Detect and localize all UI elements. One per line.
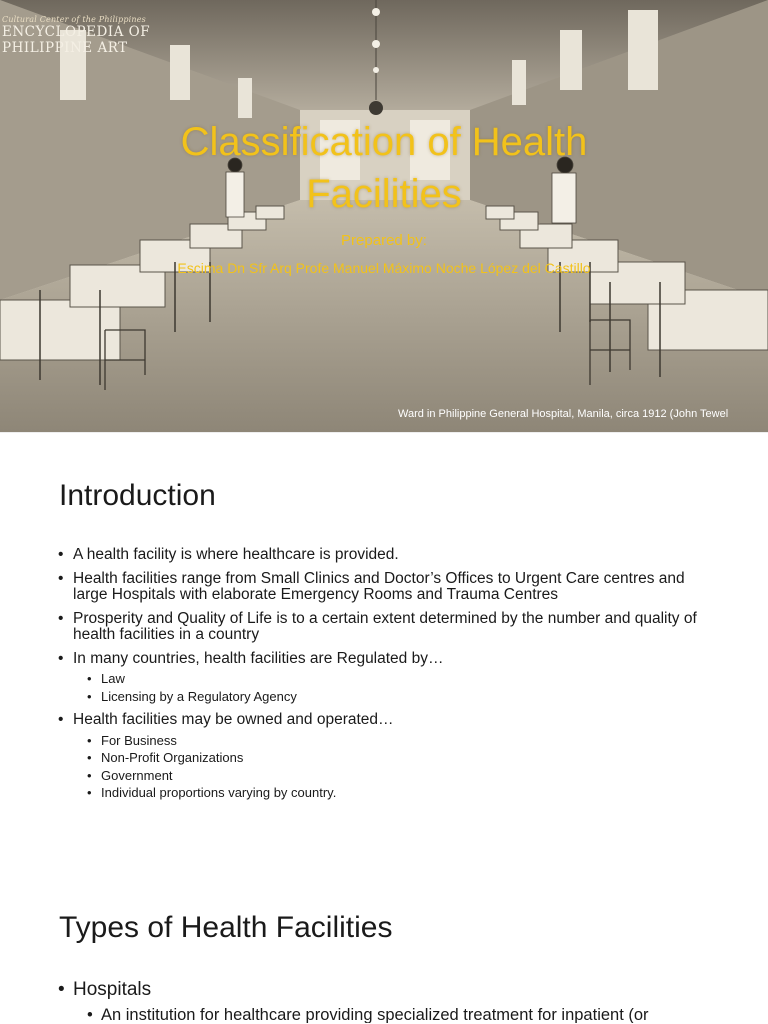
- bullet-text: In many countries, health facilities are Regulated by…: [73, 649, 444, 667]
- sub-list-item: • Non-Profit Organizations: [87, 749, 708, 767]
- bullet-text: A health facility is where healthcare is provided.: [73, 546, 399, 563]
- list-item: [58, 651, 708, 706]
- sub-list-item: • Licensing by a Regulatory Agency: [87, 688, 708, 706]
- encyclopedia-logo: [2, 16, 150, 55]
- bullet-text: Health facilities may be owned and operated…: [73, 711, 394, 728]
- sub-bullet-list: [73, 670, 708, 705]
- logo-publisher: Cultural Center of the Philippines: [2, 15, 146, 24]
- slide-heading: Introduction: [59, 479, 216, 512]
- list-item: [58, 712, 708, 802]
- bullet-text: Hospitals: [73, 979, 152, 1000]
- types-slide: [0, 865, 768, 1023]
- list-item: [58, 979, 738, 1023]
- logo-line-1: ENCYCLOPEDIA OF: [2, 24, 151, 40]
- bullet-text: Prosperity and Quality of Life is to a certain extent determined by the number and quality of health facilities in a country: [73, 609, 697, 643]
- sub-list-item: • Government: [87, 767, 708, 785]
- sub-list-item: • Individual proportions varying by country.: [87, 784, 708, 802]
- list-item: [58, 547, 708, 564]
- prepared-by-label: Prepared by:: [341, 232, 427, 249]
- sub-bullet-list: [73, 1004, 738, 1023]
- list-item: [58, 611, 708, 644]
- bullet-text: Health facilities range from Small Clinics and Doctor’s Offices to Urgent Care centres and large Hospitals with elaborate Emergency Rooms and Trauma Centres: [73, 569, 685, 603]
- title-slide: [0, 0, 768, 432]
- slide-heading: Types of Health Facilities: [59, 911, 393, 944]
- logo-line-2: PHILIPPINE ART: [2, 39, 128, 56]
- sub-list-item: • An institution for healthcare providing specialized treatment for inpatient (or: [87, 1004, 738, 1023]
- author-name: Escima Dn Sfr Arq Profe Manuel Máximo Noche López del Castillo: [177, 260, 591, 276]
- photo-caption: Ward in Philippine General Hospital, Manila, circa 1912 (John Tewel: [398, 408, 729, 420]
- slide-title: Classification of Health Facilities: [180, 120, 588, 216]
- bullet-list: [58, 979, 738, 1023]
- sub-list-item: • For Business: [87, 732, 708, 750]
- introduction-slide: [0, 433, 768, 865]
- sub-bullet-list: [73, 732, 708, 802]
- bullet-list: [58, 547, 708, 809]
- list-item: [58, 571, 708, 604]
- sub-list-item: • Law: [87, 670, 708, 688]
